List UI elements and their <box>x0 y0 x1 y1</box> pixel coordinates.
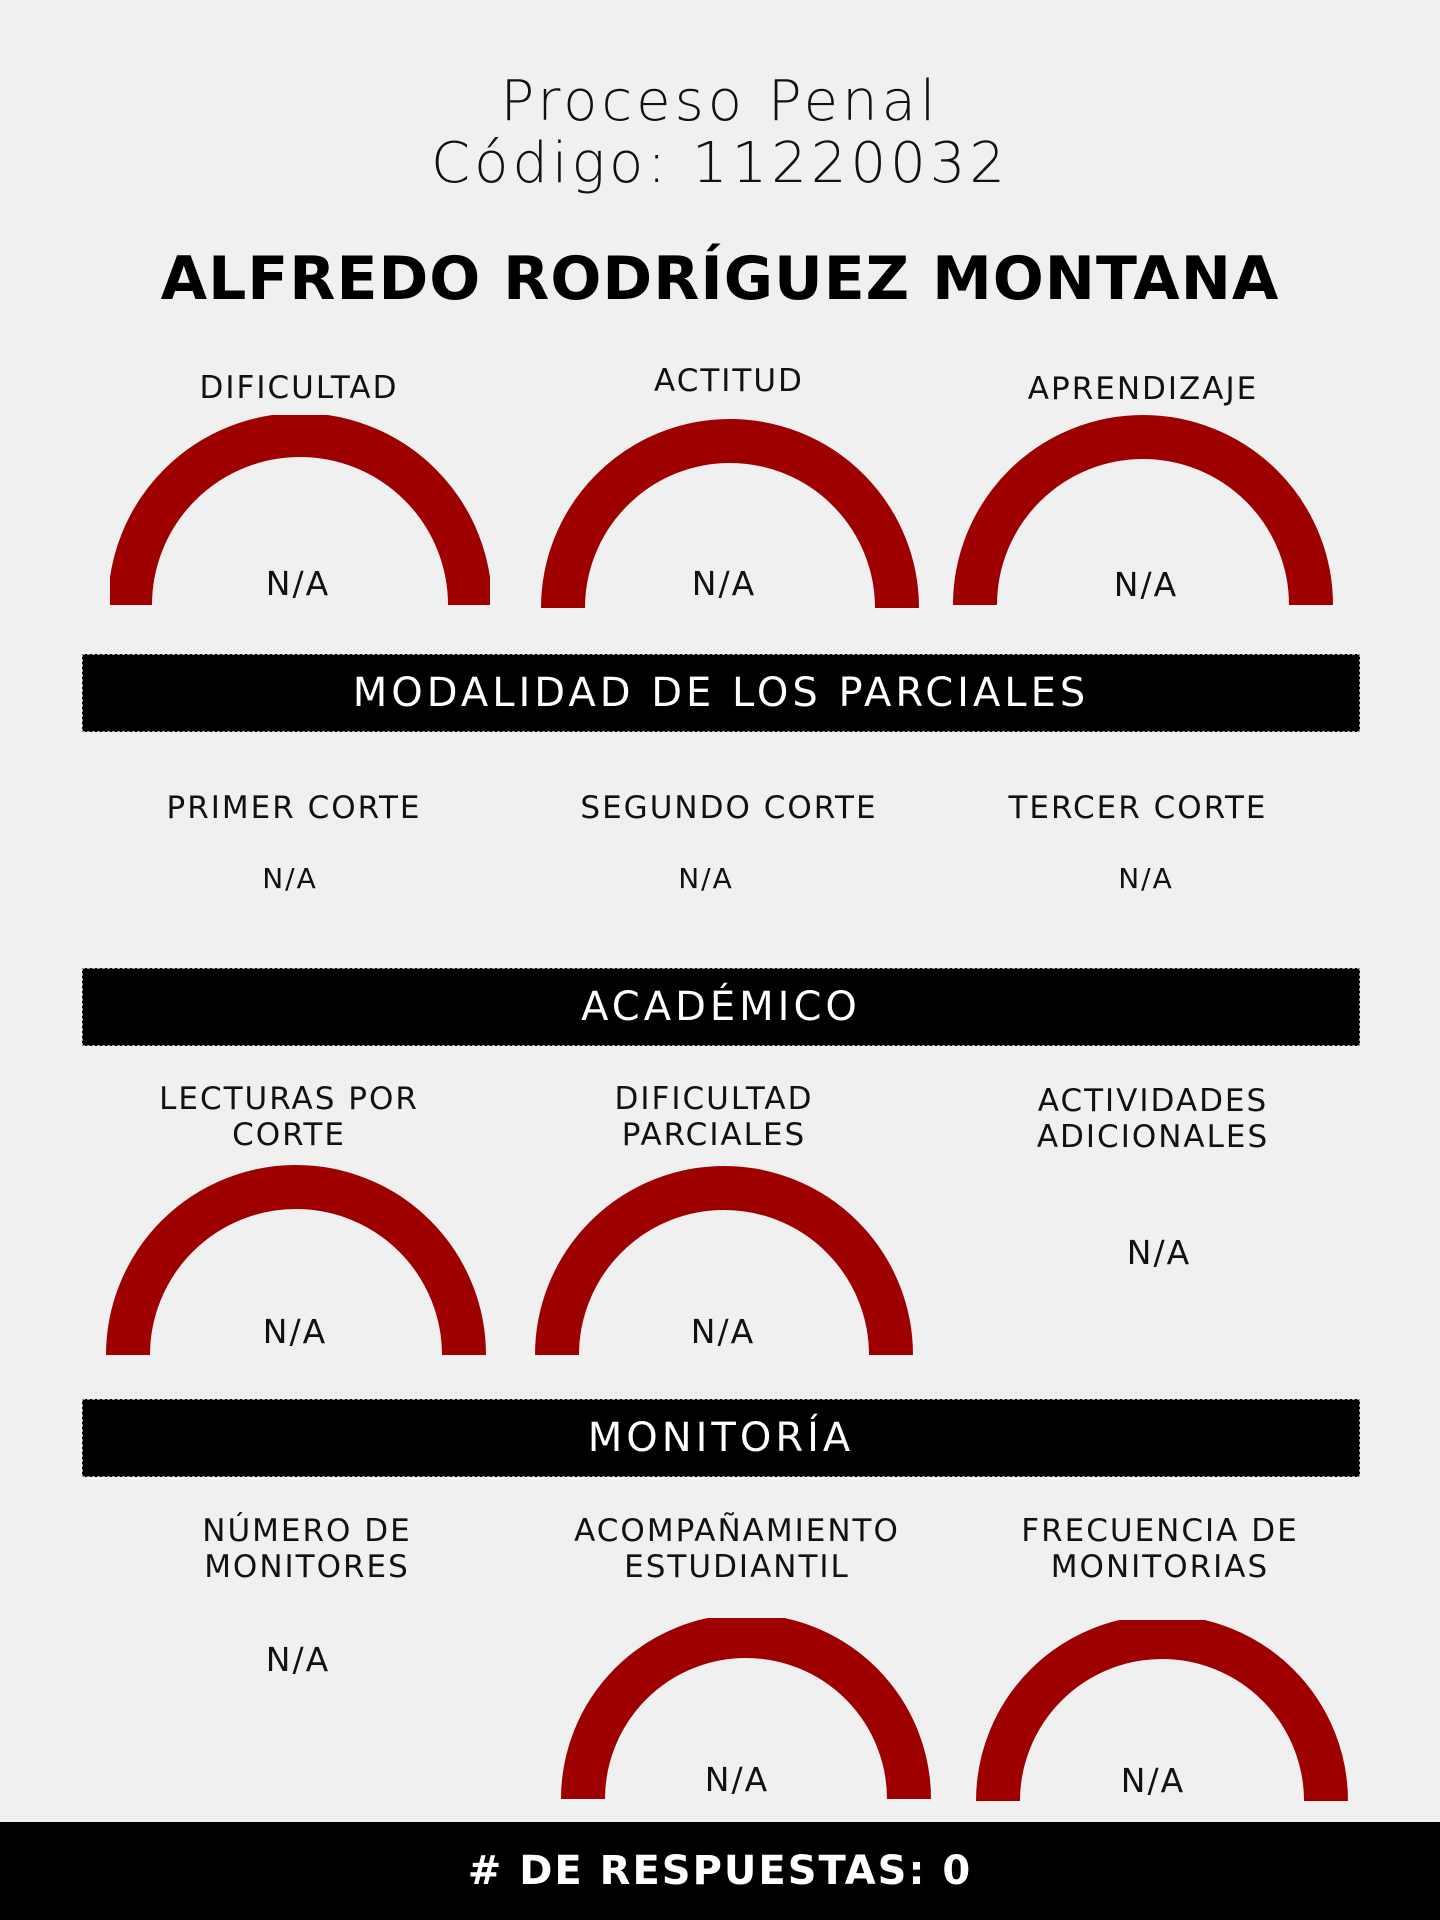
section-title-modalidad: MODALIDAD DE LOS PARCIALES <box>352 670 1090 716</box>
academico-label-dificultad-line2: PARCIALES <box>621 1117 807 1153</box>
monitoria-label-numero-line2: MONITORES <box>204 1549 410 1585</box>
modalidad-value-segundo-corte: N/A <box>678 862 734 895</box>
monitoria-label-frecuencia <box>960 1513 1360 1585</box>
academico-value-dificultad-parciales: N/A <box>690 1312 756 1351</box>
modalidad-label-segundo-corte: SEGUNDO CORTE <box>580 790 878 826</box>
subject-title: Proceso Penal <box>500 69 940 134</box>
modalidad-value-primer-corte: N/A <box>262 862 318 895</box>
student-name: ALFREDO RODRÍGUEZ MONTANA <box>160 244 1280 314</box>
metric-label-actitud: ACTITUD <box>654 363 804 399</box>
academico-label-lecturas-line1: LECTURAS POR <box>159 1081 419 1117</box>
modalidad-label-primer-corte: PRIMER CORTE <box>166 790 422 826</box>
monitoria-value-numero: N/A <box>265 1640 331 1679</box>
metric-label-aprendizaje: APRENDIZAJE <box>1027 371 1259 407</box>
academico-label-dificultad-parciales <box>514 1081 914 1153</box>
monitoria-value-acompanamiento: N/A <box>704 1760 770 1799</box>
monitoria-value-frecuencia: N/A <box>1120 1761 1186 1800</box>
metric-value-aprendizaje: N/A <box>1113 565 1179 604</box>
academico-label-lecturas <box>89 1081 489 1153</box>
section-band-modalidad <box>82 654 1360 732</box>
academico-label-lecturas-line2: CORTE <box>232 1117 346 1153</box>
section-band-academico <box>82 968 1360 1046</box>
responses-count: # DE RESPUESTAS: 0 <box>467 1848 973 1894</box>
section-title-academico: ACADÉMICO <box>581 984 861 1030</box>
metric-label-dificultad: DIFICULTAD <box>199 370 399 406</box>
academico-value-actividades: N/A <box>1126 1233 1192 1272</box>
modalidad-label-tercer-corte: TERCER CORTE <box>1008 790 1268 826</box>
metric-value-dificultad: N/A <box>265 564 331 603</box>
subject-code: Código: 11220032 <box>430 131 1010 196</box>
monitoria-label-acompanamiento-line1: ACOMPAÑAMIENTO <box>574 1513 900 1549</box>
academico-label-actividades-line1: ACTIVIDADES <box>1037 1083 1269 1119</box>
academico-label-dificultad-line1: DIFICULTAD <box>614 1081 814 1117</box>
footer-bar <box>0 1822 1440 1920</box>
monitoria-label-numero-line1: NÚMERO DE <box>202 1513 412 1549</box>
monitoria-label-acompanamiento-line2: ESTUDIANTIL <box>624 1549 850 1585</box>
monitoria-label-numero <box>107 1513 507 1585</box>
metric-value-actitud: N/A <box>691 564 757 603</box>
academico-label-actividades <box>953 1083 1353 1155</box>
section-title-monitoria: MONITORÍA <box>587 1415 855 1461</box>
monitoria-label-acompanamiento <box>537 1513 937 1585</box>
section-band-monitoria <box>82 1399 1360 1477</box>
modalidad-value-tercer-corte: N/A <box>1118 862 1174 895</box>
academico-value-lecturas: N/A <box>262 1312 328 1351</box>
academico-label-actividades-line2: ADICIONALES <box>1036 1119 1270 1155</box>
monitoria-label-frecuencia-line1: FRECUENCIA DE <box>1021 1513 1299 1549</box>
monitoria-label-frecuencia-line2: MONITORIAS <box>1050 1549 1270 1585</box>
